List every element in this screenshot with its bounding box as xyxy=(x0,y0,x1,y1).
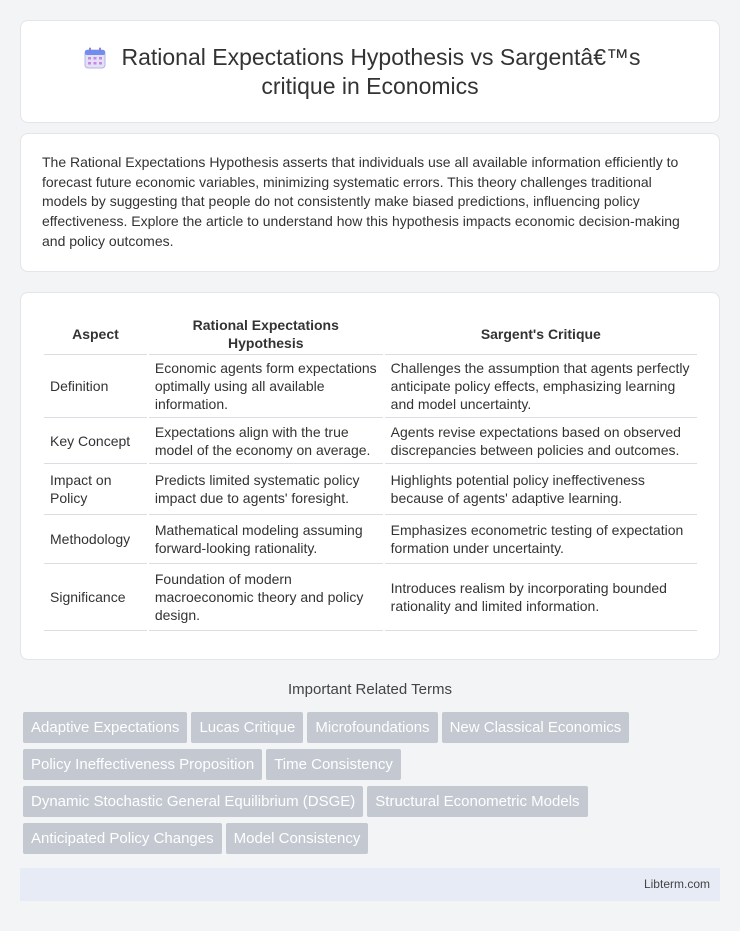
row-rational: Mathematical modeling assuming forward-looking rationality. xyxy=(149,515,383,564)
title-line-1: Rational Expectations Hypothesis vs Sargentâ€™s xyxy=(121,44,641,70)
comparison-table xyxy=(42,313,699,631)
header-aspect: Aspect xyxy=(44,313,147,355)
term-chip[interactable]: Dynamic Stochastic General Equilibrium (DSGE) xyxy=(23,786,363,817)
term-chip[interactable]: Microfoundations xyxy=(307,712,437,743)
title-line-2: critique in Economics xyxy=(261,73,479,99)
row-aspect: Methodology xyxy=(44,515,147,564)
term-chip[interactable]: Structural Econometric Models xyxy=(367,786,587,817)
table-row xyxy=(44,355,697,418)
row-sargent: Emphasizes econometric testing of expectation formation under uncertainty. xyxy=(385,515,697,564)
comparison-table-card xyxy=(20,292,720,660)
table-row xyxy=(44,515,697,564)
table-row xyxy=(44,464,697,515)
row-sargent: Challenges the assumption that agents perfectly anticipate policy effects, emphasizing learning and model uncertainty. xyxy=(385,355,697,418)
table-row xyxy=(44,564,697,631)
intro-card xyxy=(20,133,720,272)
term-chip[interactable]: Anticipated Policy Changes xyxy=(23,823,222,854)
term-chip[interactable]: New Classical Economics xyxy=(442,712,630,743)
row-aspect: Definition xyxy=(44,355,147,418)
term-chip[interactable]: Time Consistency xyxy=(266,749,401,780)
row-rational: Economic agents form expectations optimally using all available information. xyxy=(149,355,383,418)
row-rational: Predicts limited systematic policy impact due to agents' foresight. xyxy=(149,464,383,515)
row-aspect: Key Concept xyxy=(44,418,147,464)
row-rational: Foundation of modern macroeconomic theory and policy design. xyxy=(149,564,383,631)
page-title xyxy=(21,43,719,101)
table-row xyxy=(44,418,697,464)
intro-text: The Rational Expectations Hypothesis asserts that individuals use all available information efficiently to forecast future economic variables, minimizing systematic errors. This theory challenges traditional models by suggesting that people do not consistently make biased predictions, influencing policy effectiveness. Explore the article to understand how this hypothesis impacts economic decision-making and policy outcomes. xyxy=(42,154,680,249)
row-aspect: Impact on Policy xyxy=(44,464,147,515)
term-chip[interactable]: Adaptive Expectations xyxy=(23,712,187,743)
related-terms-heading: Important Related Terms xyxy=(288,681,452,698)
row-aspect: Significance xyxy=(44,564,147,631)
row-sargent: Introduces realism by incorporating bounded rationality and limited information. xyxy=(385,564,697,631)
term-chip[interactable]: Model Consistency xyxy=(226,823,369,854)
term-chip[interactable]: Policy Ineffectiveness Proposition xyxy=(23,749,262,780)
title-card xyxy=(20,20,720,123)
related-terms-list xyxy=(23,712,723,860)
row-sargent: Agents revise expectations based on observed discrepancies between policies and outcomes. xyxy=(385,418,697,464)
term-chip[interactable]: Lucas Critique xyxy=(191,712,303,743)
row-sargent: Highlights potential policy ineffectiveness because of agents' adaptive learning. xyxy=(385,464,697,515)
header-sargent-critique: Sargent's Critique xyxy=(385,313,697,355)
table-header-row xyxy=(44,313,697,355)
row-rational: Expectations align with the true model of the economy on average. xyxy=(149,418,383,464)
footer-site-link[interactable]: Libterm.com xyxy=(643,877,710,891)
footer xyxy=(20,868,720,901)
header-rational-expectations: Rational Expectations Hypothesis xyxy=(149,313,383,355)
